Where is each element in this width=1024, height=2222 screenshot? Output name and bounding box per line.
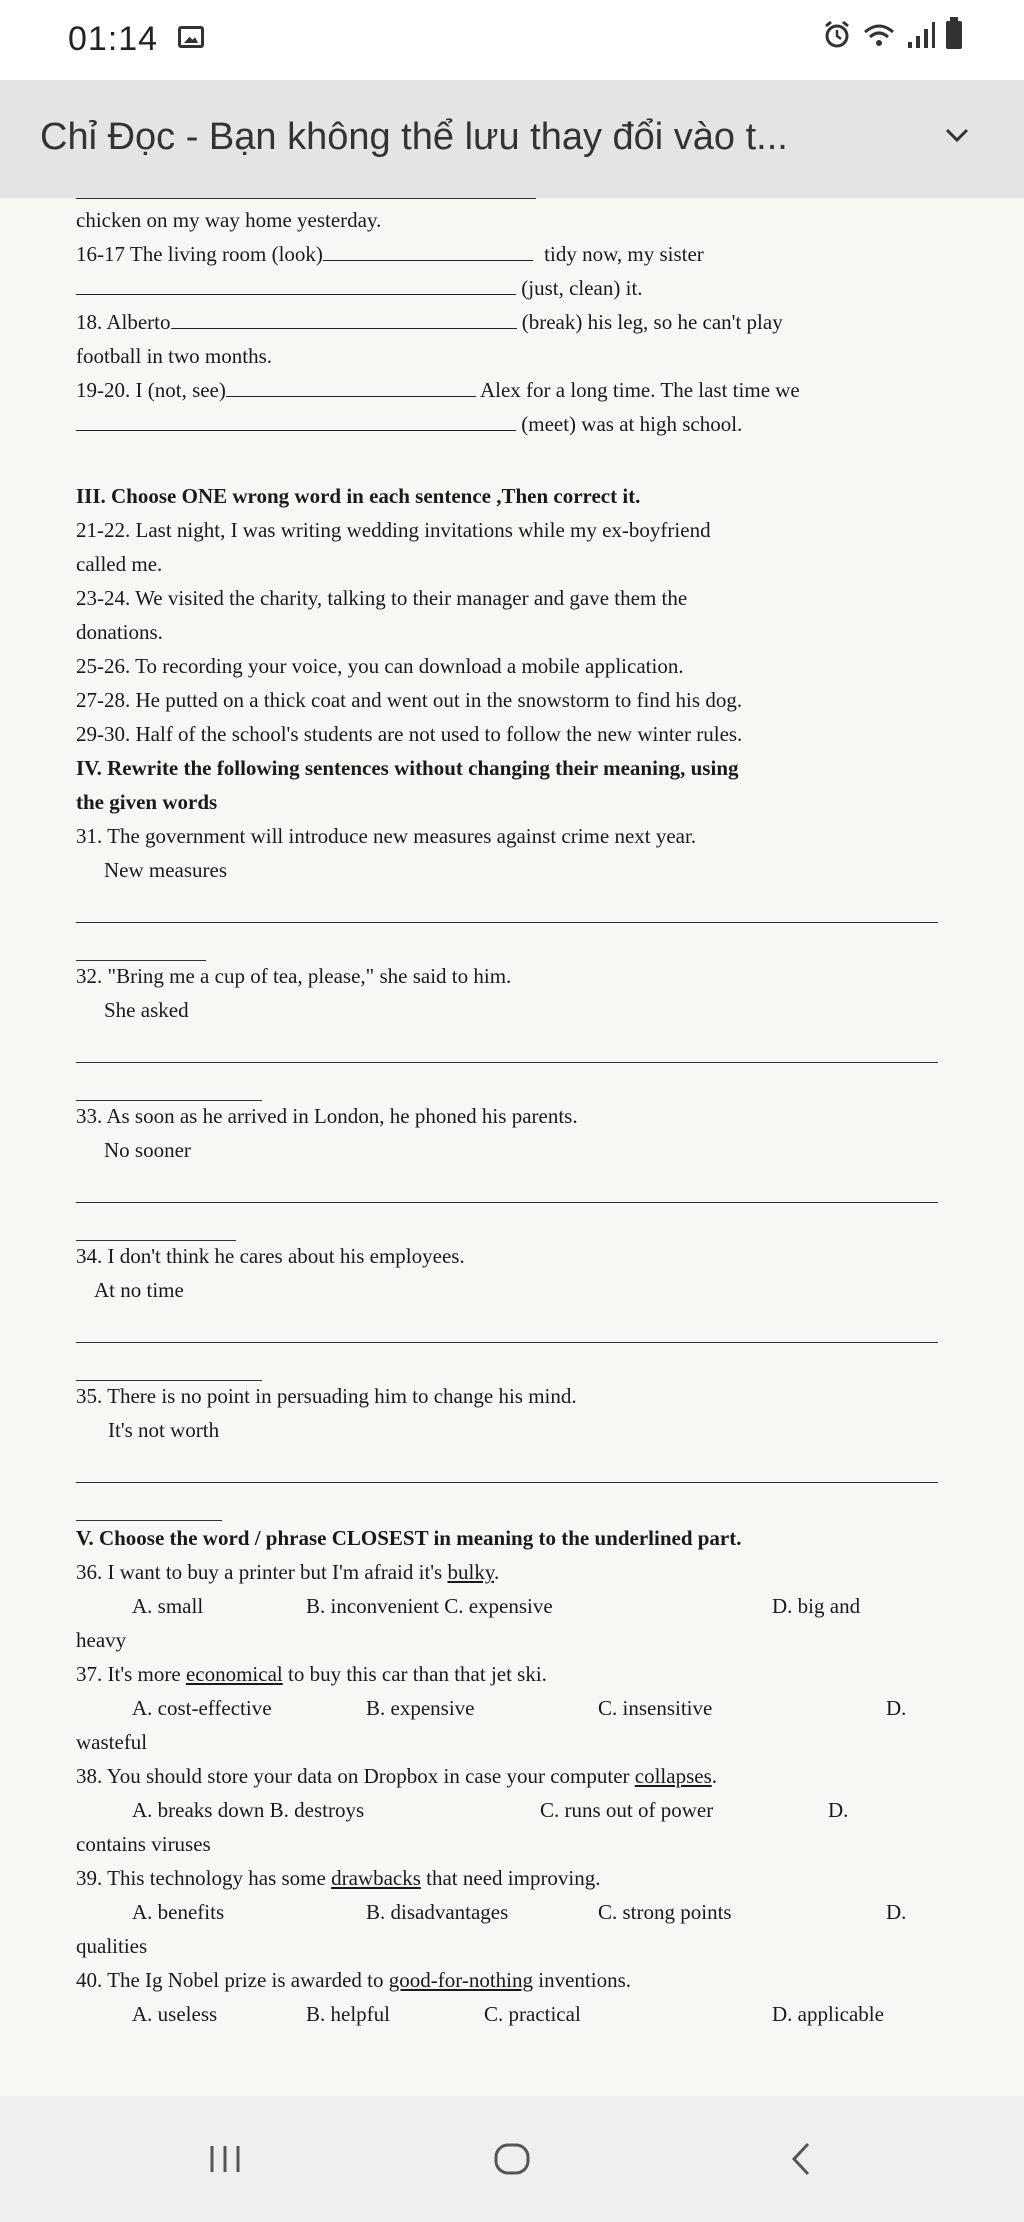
prompt-31: New measures	[104, 858, 228, 882]
doc-line: football in two months.	[76, 344, 272, 368]
option-39-b: B. disadvantages	[366, 1900, 509, 1924]
alarm-icon	[822, 20, 852, 50]
status-icons	[822, 20, 962, 50]
question-36: 36. I want to buy a printer but I'm afraid it's bulky.	[76, 1560, 500, 1584]
doc-line: wasteful	[76, 1730, 148, 1754]
section-5-heading: V. Choose the word / phrase CLOSEST in meaning to the underlined part.	[76, 1526, 742, 1550]
answer-line	[76, 960, 206, 961]
question-18: 18. Alberto (break) his leg, so he can't play	[76, 310, 783, 334]
option-36-b-c: B. inconvenient C. expensive	[306, 1594, 553, 1618]
home-icon[interactable]	[487, 2134, 537, 2184]
answer-line	[76, 1520, 222, 1521]
option-37-d: D.	[886, 1696, 907, 1720]
option-38-a-b: A. breaks down B. destroys	[132, 1798, 365, 1822]
question-27-28: 27-28. He putted on a thick coat and went out in the snowstorm to find his dog.	[76, 688, 743, 712]
answer-line	[76, 1202, 938, 1203]
question-39: 39. This technology has some drawbacks that need improving.	[76, 1866, 601, 1890]
option-39-a: A. benefits	[132, 1900, 225, 1924]
question-16-17: 16-17 The living room (look) tidy now, my sister	[76, 242, 704, 266]
question-32: 32. "Bring me a cup of tea, please," she said to him.	[76, 964, 512, 988]
doc-line: chicken on my way home yesterday.	[76, 208, 382, 232]
option-40-d: D. applicable	[772, 2002, 884, 2026]
answer-line	[76, 1482, 938, 1483]
option-39-c: C. strong points	[598, 1900, 732, 1924]
read-only-banner[interactable]	[0, 80, 1024, 198]
answer-line	[76, 1342, 938, 1343]
option-37-b: B. expensive	[366, 1696, 475, 1720]
question-19-20: 19-20. I (not, see) Alex for a long time. The last time we	[76, 378, 800, 402]
question-25-26: 25-26. To recording your voice, you can download a mobile application.	[76, 654, 684, 678]
option-39-d: D.	[886, 1900, 907, 1924]
doc-line: contains viruses	[76, 1832, 211, 1856]
prompt-35: It's not worth	[108, 1418, 220, 1442]
status-bar	[0, 0, 1024, 80]
option-40-c: C. practical	[484, 2002, 581, 2026]
question-31: 31. The government will introduce new measures against crime next year.	[76, 824, 697, 848]
doc-line: (meet) was at high school.	[76, 412, 742, 437]
doc-line: (just, clean) it.	[76, 276, 643, 301]
chevron-down-icon[interactable]	[942, 120, 972, 150]
option-38-c: C. runs out of power	[540, 1798, 714, 1822]
section-4-heading: IV. Rewrite the following sentences without changing their meaning, using	[76, 756, 739, 780]
doc-line: qualities	[76, 1934, 148, 1958]
answer-line	[76, 922, 938, 923]
option-40-b: B. helpful	[306, 2002, 390, 2026]
option-40-a: A. useless	[132, 2002, 218, 2026]
prompt-32: She asked	[104, 998, 189, 1022]
status-time: 01:14	[68, 20, 159, 58]
option-37-a: A. cost-effective	[132, 1696, 272, 1720]
document-page	[0, 198, 1024, 2096]
doc-line: heavy	[76, 1628, 127, 1652]
option-37-c: C. insensitive	[598, 1696, 713, 1720]
prompt-34: At no time	[94, 1278, 184, 1302]
question-23-24: 23-24. We visited the charity, talking to their manager and gave them the	[76, 586, 688, 610]
gallery-icon	[178, 26, 204, 48]
question-29-30: 29-30. Half of the school's students are not used to follow the new winter rules.	[76, 722, 743, 746]
answer-line	[76, 1100, 262, 1101]
answer-line	[76, 1380, 262, 1381]
option-36-a: A. small	[132, 1594, 204, 1618]
navigation-bar	[0, 2096, 1024, 2222]
battery-icon	[946, 21, 962, 49]
section-4-heading: the given words	[76, 790, 218, 814]
prompt-33: No sooner	[104, 1138, 191, 1162]
banner-title: Chỉ Đọc - Bạn không thể lưu thay đổi vào t...	[40, 116, 788, 158]
answer-line	[76, 1062, 938, 1063]
question-40: 40. The Ig Nobel prize is awarded to good-for-nothing inventions.	[76, 1968, 631, 1992]
option-36-d: D. big and	[772, 1594, 861, 1618]
signal-icon	[906, 20, 936, 50]
option-38-d: D.	[828, 1798, 849, 1822]
answer-line	[76, 1240, 236, 1241]
wifi-icon	[862, 20, 896, 50]
question-37: 37. It's more economical to buy this car than that jet ski.	[76, 1662, 547, 1686]
recents-icon[interactable]	[200, 2134, 250, 2184]
question-35: 35. There is no point in persuading him to change his mind.	[76, 1384, 577, 1408]
answer-line	[76, 198, 536, 199]
question-33: 33. As soon as he arrived in London, he phoned his parents.	[76, 1104, 578, 1128]
section-3-heading: III. Choose ONE wrong word in each sentence ,Then correct it.	[76, 484, 641, 508]
doc-line: donations.	[76, 620, 163, 644]
question-34: 34. I don't think he cares about his employees.	[76, 1244, 465, 1268]
doc-line: called me.	[76, 552, 163, 576]
question-21-22: 21-22. Last night, I was writing wedding invitations while my ex-boyfriend	[76, 518, 711, 542]
question-38: 38. You should store your data on Dropbox in case your computer collapses.	[76, 1764, 717, 1788]
back-icon[interactable]	[776, 2134, 826, 2184]
